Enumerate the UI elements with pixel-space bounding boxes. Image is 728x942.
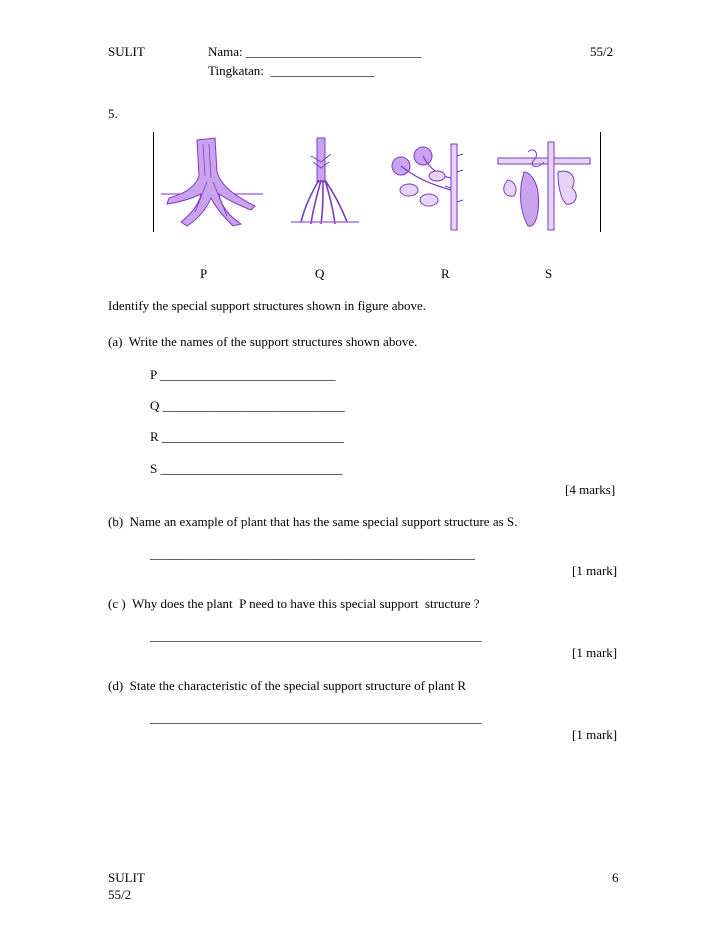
answer-s-field[interactable]: S ____________________________ bbox=[150, 461, 343, 476]
figure-label-s: S bbox=[545, 266, 553, 281]
footer-code: 55/2 bbox=[108, 887, 132, 902]
name-field[interactable]: Nama: ___________________________ bbox=[208, 44, 422, 59]
part-d-marks: [1 mark] bbox=[572, 727, 618, 742]
figure-border-right bbox=[600, 132, 601, 232]
part-a-marks: [4 marks] bbox=[565, 482, 616, 497]
answer-r-field[interactable]: R ____________________________ bbox=[150, 429, 344, 444]
answer-q-field[interactable]: Q ____________________________ bbox=[150, 398, 345, 413]
page-number: 6 bbox=[612, 870, 619, 885]
header-sulit: SULIT bbox=[108, 44, 145, 59]
figure-label-q: Q bbox=[315, 266, 325, 281]
header-code: 55/2 bbox=[590, 44, 614, 59]
figure-border-left bbox=[153, 132, 154, 232]
part-d-answer-field[interactable]: ___________________________________________________ bbox=[150, 710, 482, 725]
figure-label-p: P bbox=[200, 266, 208, 281]
part-d-question: (d) State the characteristic of the special support structure of plant R bbox=[108, 678, 467, 693]
answer-p-field[interactable]: P ___________________________ bbox=[150, 367, 336, 382]
part-c-answer-field[interactable]: ___________________________________________________ bbox=[150, 628, 482, 643]
part-b-marks: [1 mark] bbox=[572, 563, 618, 578]
figure-label-r: R bbox=[441, 266, 450, 281]
footer-sulit: SULIT bbox=[108, 870, 145, 885]
part-c-question: (c ) Why does the plant P need to have this special support structure ? bbox=[108, 596, 480, 611]
question-intro: Identify the special support structures shown in figure above. bbox=[108, 298, 427, 313]
question-number: 5. bbox=[108, 106, 118, 121]
part-c-marks: [1 mark] bbox=[572, 645, 618, 660]
part-b-question: (b) Name an example of plant that has the same special support structure as S. bbox=[108, 514, 518, 529]
thorny-stem-rose-drawing bbox=[379, 132, 491, 232]
part-a-question: (a) Write the names of the support structures shown above. bbox=[108, 334, 418, 349]
form-field[interactable]: Tingkatan: ________________ bbox=[208, 63, 375, 78]
part-b-answer-field[interactable]: __________________________________________________ bbox=[150, 546, 475, 561]
tendril-climber-drawing bbox=[488, 132, 600, 232]
buttress-root-drawing bbox=[155, 132, 267, 232]
prop-root-drawing bbox=[267, 132, 379, 232]
